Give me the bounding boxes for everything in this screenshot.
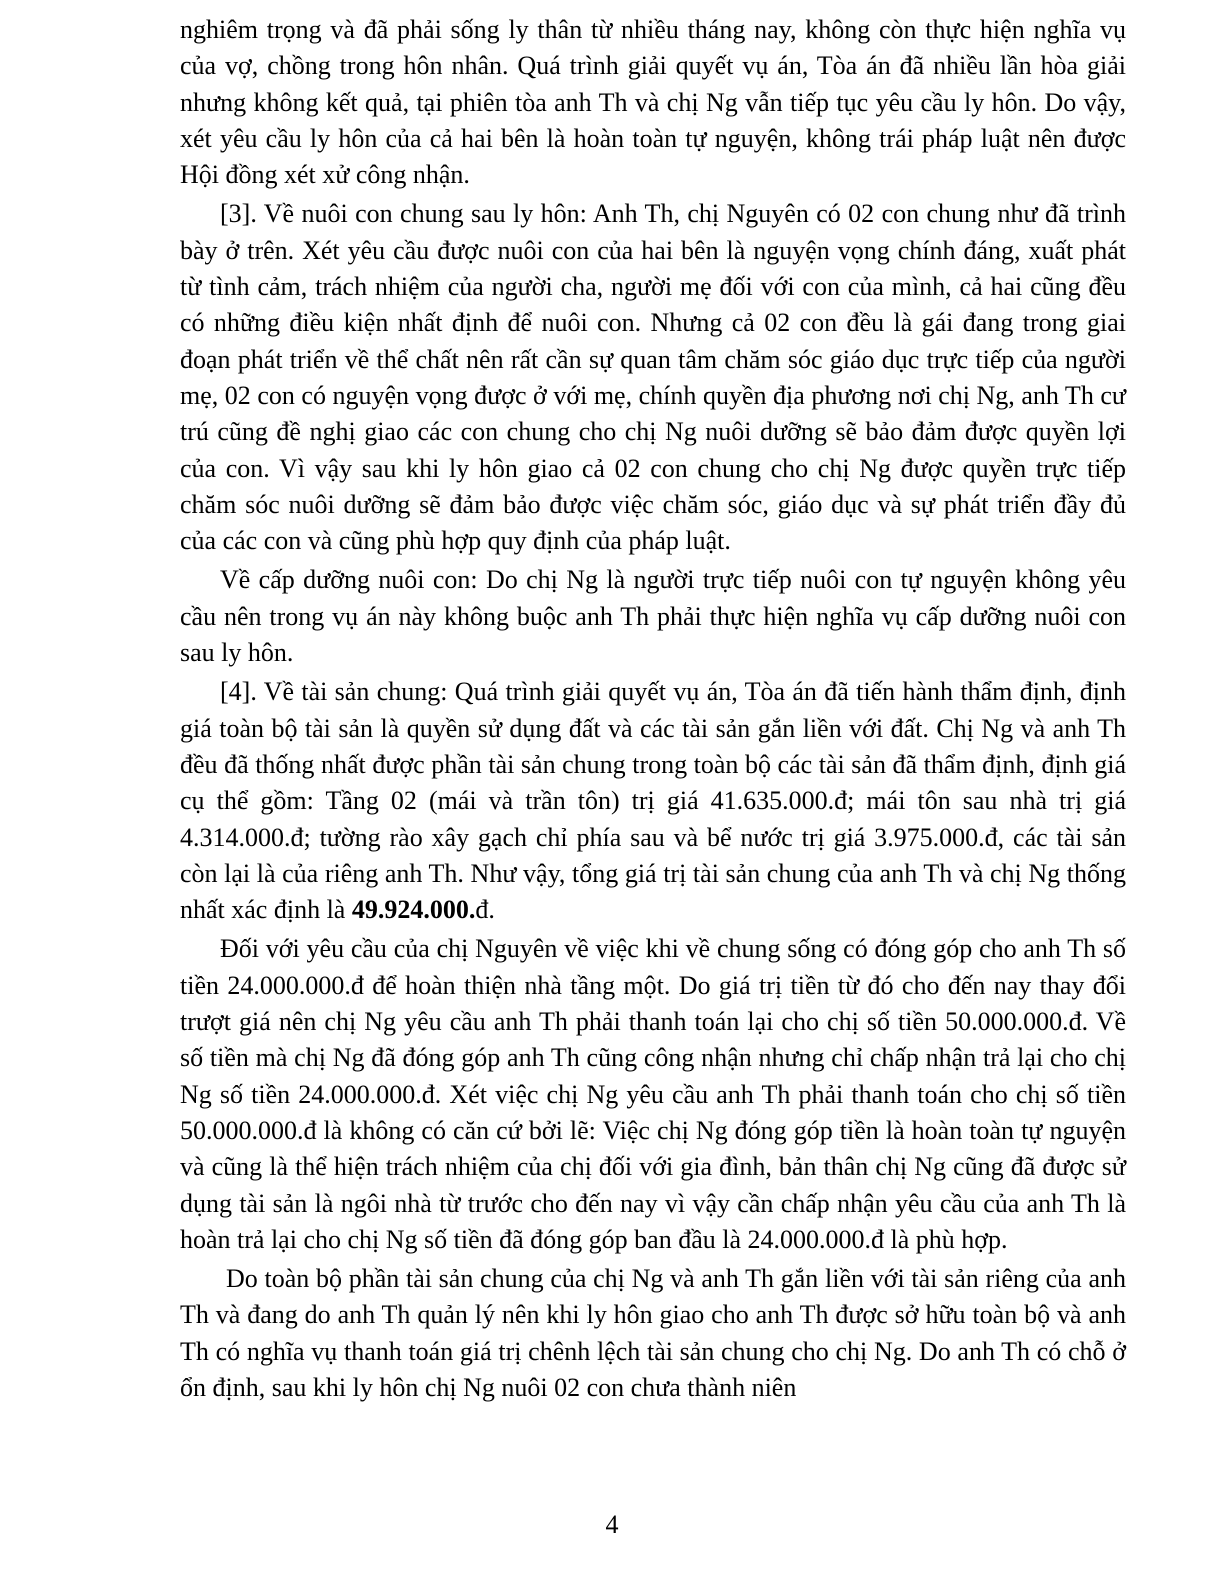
paragraph-divorce-recognition: nghiêm trọng và đã phải sống ly thân từ nhiều tháng nay, không còn thực hiện nghĩa vụ của vợ, chồng trong hôn nhân. Quá trình giải quyết vụ án, Tòa án đã nhiều lần hòa giải nhưng không kết quả, tại phiên tòa anh Th và chị Ng vẫn tiếp tục yêu cầu ly hôn. Do vậy, xét yêu cầu ly hôn của cả hai bên là hoàn toàn tự nguyện, không trái pháp luật nên được Hội đồng xét xử công nhận. xyxy=(180,15,1126,190)
paragraph-child-support: Về cấp dưỡng nuôi con: Do chị Ng là người trực tiếp nuôi con tự nguyện không yêu cầu nên trong vụ án này không buộc anh Th phải thực hiện nghĩa vụ cấp dưỡng nuôi con sau ly hôn. xyxy=(180,565,1126,668)
page-number: 4 xyxy=(605,1510,619,1539)
paragraph-property-settlement: Do toàn bộ phần tài sản chung của chị Ng và anh Th gắn liền với tài sản riêng của anh Th và đang do anh Th quản lý nên khi ly hôn giao cho anh Th được sở hữu toàn bộ và anh Th có nghĩa vụ thanh toán giá trị chênh lệch tài sản chung cho chị Ng. Do anh Th có chỗ ở ổn định, sau khi ly hôn chị Ng nuôi 02 con chưa thành niên xyxy=(180,1264,1126,1402)
common-property-text: [4]. Về tài sản chung: Quá trình giải quyết vụ án, Tòa án đã tiến hành thẩm định, định giá toàn bộ tài sản là quyền sử dụng đất và các tài sản gắn liền với đất. Chị Ng và anh Th đều đã thống nhất được phần tài sản chung trong toàn bộ các tài sản đã thẩm định, định giá cụ thể gồm: Tầng 02 (mái và trần tôn) trị giá 41.635.000.đ; mái tôn sau nhà trị giá 4.314.000.đ; tường rào xây gạch chỉ phía sau và bể nước trị giá 3.975.000.đ, các tài sản còn lại là của riêng anh Th. Như vậy, tổng giá trị tài sản chung của anh Th và chị Ng thống nhất xác định là xyxy=(180,677,1126,925)
paragraph-contribution-claim: Đối với yêu cầu của chị Nguyên về việc khi về chung sống có đóng góp cho anh Th số tiền 24.000.000.đ để hoàn thiện nhà tầng một. Do giá trị tiền từ đó cho đến nay thay đổi trượt giá nên chị Ng yêu cầu anh Th phải thanh toán lại cho chị số tiền 50.000.000.đ. Về số tiền mà chị Ng đã đóng góp anh Th cũng công nhận nhưng chỉ chấp nhận trả lại cho chị Ng số tiền 24.000.000.đ. Xét việc chị Ng yêu cầu anh Th phải thanh toán cho chị số tiền 50.000.000.đ là không có căn cứ bởi lẽ: Việc chị Ng đóng góp tiền là hoàn toàn tự nguyện và cũng là thể hiện trách nhiệm của chị đối với gia đình, bản thân chị Ng cũng đã được sử dụng tài sản là ngôi nhà từ trước cho đến nay vì vậy cần chấp nhận yêu cầu của anh Th là hoàn trả lại cho chị Ng số tiền đã đóng góp ban đầu là 24.000.000.đ là phù hợp. xyxy=(180,934,1126,1254)
document-page xyxy=(180,12,1126,1406)
paragraph-child-custody: [3]. Về nuôi con chung sau ly hôn: Anh Th, chị Nguyên có 02 con chung như đã trình bày ở trên. Xét yêu cầu được nuôi con của hai bên là nguyện vọng chính đáng, xuất phát từ tình cảm, trách nhiệm của người cha, người mẹ đối với con của mình, cả hai cũng đều có những điều kiện nhất định để nuôi con. Nhưng cả 02 con đều là gái đang trong giai đoạn phát triển về thể chất nên rất cần sự quan tâm chăm sóc giáo dục trực tiếp của người mẹ, 02 con có nguyện vọng được ở với mẹ, chính quyền địa phương nơi chị Ng, anh Th cư trú cũng đề nghị giao các con chung cho chị Ng nuôi dưỡng sẽ bảo đảm được quyền lợi của con. Vì vậy sau khi ly hôn giao cả 02 con chung cho chị Ng được quyền trực tiếp chăm sóc nuôi dưỡng sẽ đảm bảo được việc chăm sóc, giáo dục và sự phát triển đầy đủ của các con và cũng phù hợp quy định của pháp luật. xyxy=(180,199,1126,556)
common-property-total: 49.924.000. xyxy=(351,895,476,925)
common-property-suffix: đ. xyxy=(475,895,495,925)
paragraph-common-property xyxy=(180,674,1126,928)
